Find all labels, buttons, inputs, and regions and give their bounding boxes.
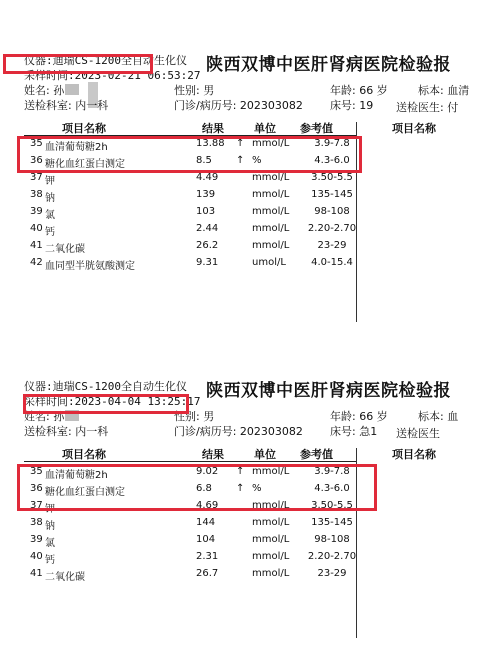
result-value: 139 (196, 189, 216, 200)
abnormal-flag: ↑ (236, 483, 245, 494)
table-row (0, 223, 360, 239)
result-value: 4.49 (196, 172, 219, 183)
reference-range: 3.9-7.8 (314, 466, 350, 477)
table-row (0, 517, 360, 533)
reference-range: 3.9-7.8 (314, 138, 350, 149)
collect-date: 2023-04-04 (74, 395, 141, 408)
department: 送检科室: 内一科 (24, 99, 109, 112)
result-value: 6.8 (196, 483, 212, 494)
unit: mmol/L (252, 172, 290, 183)
result-value: 9.31 (196, 257, 219, 268)
reference-range: 98-108 (314, 206, 350, 217)
unit: mmol/L (252, 517, 290, 528)
item-name: 钙 (45, 227, 55, 238)
table-row (0, 172, 360, 188)
item-name: 糖化血红蛋白测定 (45, 159, 125, 170)
result-value: 144 (196, 517, 216, 528)
col-header-unit: 单位 (254, 122, 276, 135)
col-header-item: 项目名称 (62, 448, 106, 461)
collect-clock: 06:53:27 (147, 69, 201, 82)
department: 送检科室: 内一科 (24, 425, 109, 438)
date-highlight-box (23, 394, 189, 414)
reference-range: 135-145 (311, 189, 353, 200)
reference-range: 23-29 (317, 240, 347, 251)
patient-name-label: 姓名: 孙 (24, 410, 65, 423)
row-number: 41 (30, 568, 43, 579)
item-name: 钙 (45, 555, 55, 566)
patient-age: 年龄: 66 岁 (330, 84, 388, 97)
row-number: 36 (30, 483, 43, 494)
result-value: 13.88 (196, 138, 225, 149)
row-number: 35 (30, 466, 43, 477)
lab-report-1 (0, 52, 489, 332)
reference-range: 2.20-2.70 (307, 551, 357, 562)
table-row (0, 568, 360, 584)
row-number: 36 (30, 155, 43, 166)
result-value: 104 (196, 534, 216, 545)
reference-range: 4.3-6.0 (314, 155, 350, 166)
result-value: 2.44 (196, 223, 219, 234)
row-number: 42 (30, 257, 43, 268)
item-name: 血同型半胱氨酸测定 (45, 261, 135, 272)
unit: mmol/L (252, 568, 290, 579)
row-number: 40 (30, 551, 43, 562)
item-name: 钠 (45, 193, 55, 204)
result-value: 9.02 (196, 466, 219, 477)
item-name: 二氧化碳 (45, 244, 85, 255)
result-value: 103 (196, 206, 216, 217)
sample-type: 标本: 血 (418, 410, 459, 423)
collect-time-label: 采样时间: (24, 395, 75, 408)
collect-time-label: 采样时间: (24, 69, 75, 82)
reference-range: 135-145 (311, 517, 353, 528)
rows-highlight-box (17, 136, 362, 173)
reference-range: 98-108 (314, 534, 350, 545)
table-row (0, 206, 360, 222)
reference-range: 4.3-6.0 (314, 483, 350, 494)
unit: mmol/L (252, 240, 290, 251)
reference-range: 3.50-5.5 (311, 500, 353, 511)
result-value: 8.5 (196, 155, 212, 166)
col-header-item-right: 项目名称 (392, 122, 436, 135)
item-name: 钠 (45, 521, 55, 532)
table-row (0, 189, 360, 205)
report-title: 陕西双博中医肝肾病医院检验报 (206, 55, 451, 75)
patient-sex: 性别: 男 (174, 84, 215, 97)
item-name: 钾 (45, 176, 55, 187)
lab-report-2 (0, 378, 489, 658)
redaction-mark (65, 84, 79, 95)
unit: mmol/L (252, 189, 290, 200)
patient-sex: 性别: 男 (174, 410, 215, 423)
row-number: 39 (30, 534, 43, 545)
result-value: 2.31 (196, 551, 219, 562)
result-value: 26.7 (196, 568, 219, 579)
row-number: 38 (30, 189, 43, 200)
row-number: 35 (30, 138, 43, 149)
date-highlight-box (3, 54, 153, 74)
row-number: 40 (30, 223, 43, 234)
reference-range: 23-29 (317, 568, 347, 579)
bed-number: 床号: 急1 (330, 425, 378, 438)
row-number: 39 (30, 206, 43, 217)
unit: umol/L (252, 257, 286, 268)
record-number: 门诊/病历号: 202303082 (174, 99, 303, 112)
unit: mmol/L (252, 206, 290, 217)
table-row (0, 551, 360, 567)
table-row (0, 240, 360, 256)
unit: % (252, 483, 262, 494)
collect-clock: 13:25:17 (147, 395, 201, 408)
item-name: 钾 (45, 504, 55, 515)
abnormal-flag: ↑ (236, 155, 245, 166)
bed-number: 床号: 19 (330, 99, 374, 112)
col-header-ref: 参考值 (300, 448, 333, 461)
unit: mmol/L (252, 138, 290, 149)
result-value: 26.2 (196, 240, 219, 251)
unit: mmol/L (252, 223, 290, 234)
row-number: 41 (30, 240, 43, 251)
col-header-item: 项目名称 (62, 122, 106, 135)
patient-age: 年龄: 66 岁 (330, 410, 388, 423)
sample-type: 标本: 血清 (418, 84, 470, 97)
unit: % (252, 155, 262, 166)
reference-range: 3.50-5.5 (311, 172, 353, 183)
item-name: 氯 (45, 538, 55, 549)
rows-highlight-box (17, 464, 377, 511)
abnormal-flag: ↑ (236, 466, 245, 477)
report-title: 陕西双博中医肝肾病医院检验报 (206, 381, 451, 401)
unit: mmol/L (252, 551, 290, 562)
col-header-unit: 单位 (254, 448, 276, 461)
col-header-item-right: 项目名称 (392, 448, 436, 461)
row-number: 37 (30, 172, 43, 183)
item-name: 血清葡萄糖2h (45, 142, 108, 153)
item-name: 二氧化碳 (45, 572, 85, 583)
patient-name-label: 姓名: 孙 (24, 84, 65, 97)
doctor: 送检医生 (396, 427, 440, 440)
item-name: 血清葡萄糖2h (45, 470, 108, 481)
col-header-ref: 参考值 (300, 122, 333, 135)
header-divider (24, 461, 357, 462)
abnormal-flag: ↑ (236, 138, 245, 149)
doctor: 送检医生: 付 (396, 101, 459, 114)
unit: mmol/L (252, 466, 290, 477)
record-number: 门诊/病历号: 202303082 (174, 425, 303, 438)
instrument-label: 仪器:迪瑞CS-1200全自动生化仪 (24, 54, 187, 67)
patient-name (24, 84, 79, 97)
unit: mmol/L (252, 534, 290, 545)
table-row (0, 534, 360, 550)
collect-date: 2023-02-21 (74, 69, 141, 82)
reference-range: 2.20-2.70 (307, 223, 357, 234)
instrument-label: 仪器:迪瑞CS-1200全自动生化仪 (24, 380, 187, 393)
col-header-result: 结果 (202, 448, 224, 461)
result-value: 4.69 (196, 500, 219, 511)
unit: mmol/L (252, 500, 290, 511)
item-name: 氯 (45, 210, 55, 221)
row-number: 38 (30, 517, 43, 528)
table-row (0, 257, 360, 273)
row-number: 37 (30, 500, 43, 511)
col-header-result: 结果 (202, 122, 224, 135)
reference-range: 4.0-15.4 (311, 257, 353, 268)
item-name: 糖化血红蛋白测定 (45, 487, 125, 498)
